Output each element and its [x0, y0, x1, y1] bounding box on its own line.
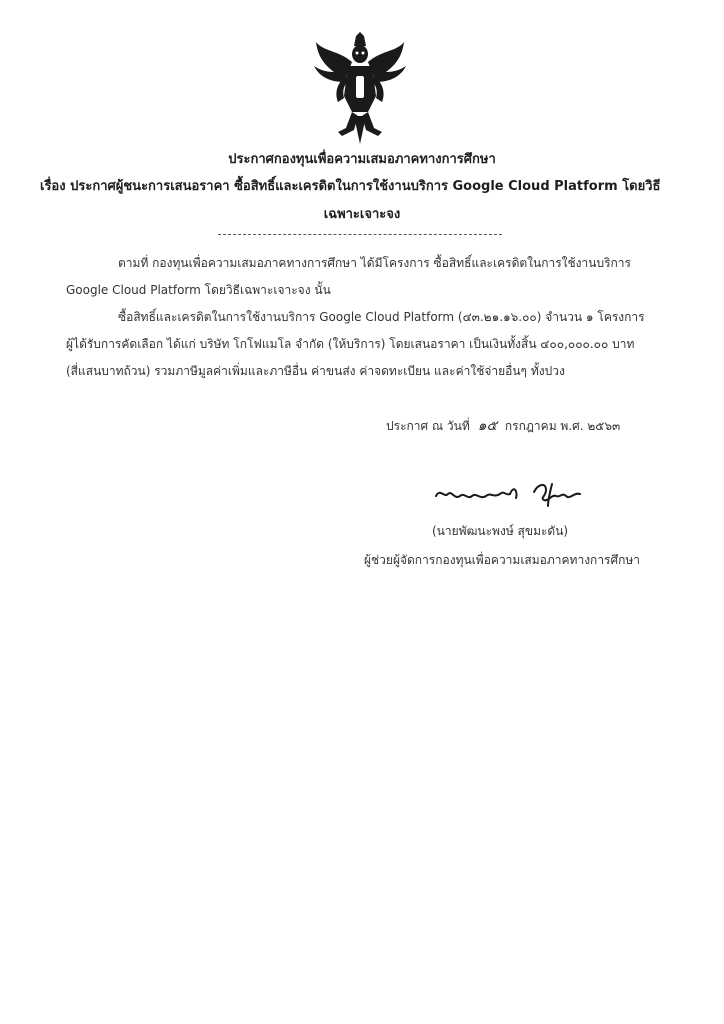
date-month-year: กรกฎาคม พ.ศ. ๒๕๖๓ [504, 419, 621, 433]
body-line-4: ผู้ได้รับการคัดเลือก ได้แก่ บริษัท โกโฟแมโล จำกัด (ให้บริการ) โดยเสนอราคา เป็นเงินทั้งสิ้น ๔๐๐,๐๐๐.๐๐ บาท [66, 337, 635, 351]
body-line-5: (สี่แสนบาทถ้วน) รวมภาษีมูลค่าเพิ่มและภาษีอื่น ค่าขนส่ง ค่าจดทะเบียน และค่าใช้จ่ายอื่นๆ ทั้งปวง [66, 364, 565, 378]
signatory-position: ผู้ช่วยผู้จัดการกองทุนเพื่อความเสมอภาคทางการศึกษา [364, 553, 641, 567]
body-line-2: Google Cloud Platform โดยวิธีเฉพาะเจาะจง นั้น [66, 283, 331, 297]
separator-line [218, 234, 502, 235]
handwritten-signature-icon [430, 470, 590, 512]
announcement-title: ประกาศกองทุนเพื่อความเสมอภาคทางการศึกษา [228, 152, 496, 167]
garuda-emblem-icon [312, 32, 408, 144]
subject-line-continued: เฉพาะเจาะจง [323, 207, 401, 222]
date-day: ๑๕ [477, 418, 498, 434]
announcement-date [386, 415, 620, 437]
signatory-name: (นายพัฒนะพงษ์ สุขมะดัน) [432, 524, 569, 538]
subject-line: เรื่อง ประกาศผู้ชนะการเสนอราคา ซื้อสิทธิ์และเครดิตในการใช้งานบริการ Google Cloud Platform โดยวิธี [40, 179, 661, 194]
body-line-1: ตามที่ กองทุนเพื่อความเสมอภาคทางการศึกษา ได้มีโครงการ ซื้อสิทธิ์และเครดิตในการใช้งานบริการ [118, 256, 631, 270]
body-line-3: ซื้อสิทธิ์และเครดิตในการใช้งานบริการ Google Cloud Platform (๔๓.๒๑.๑๖.๐๐) จำนวน ๑ โครงการ [118, 310, 645, 324]
date-prefix: ประกาศ ณ วันที่ [386, 419, 470, 433]
